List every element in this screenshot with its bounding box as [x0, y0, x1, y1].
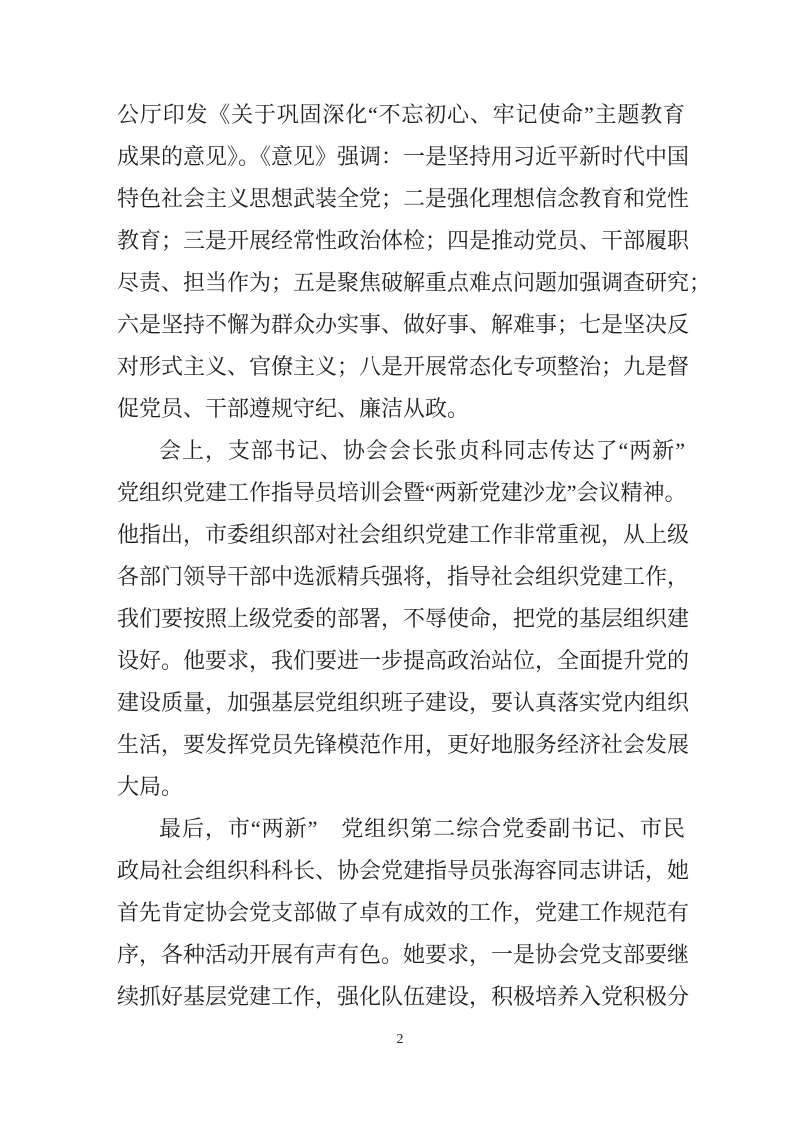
- page-footer: [0, 1030, 800, 1048]
- text-line: 促党员、干部遵规守纪、廉洁从政。: [117, 396, 470, 421]
- text-line: 建设质量，加强基层党组织班子建设，要认真落实党内组织: [117, 690, 690, 715]
- text-line: 设好。他要求，我们要进一步提高政治站位，全面提升党的: [117, 648, 690, 673]
- text-line: 会上，支部书记、协会会长张贞科同志传达了“两新”: [159, 438, 685, 463]
- text-line: 尽责、担当作为；五是聚焦破解重点难点问题加强调查研究；: [117, 270, 712, 295]
- text-line: 政局社会组织科科长、协会党建指导员张海容同志讲话，她: [117, 858, 690, 883]
- text-line: 序，各种活动开展有声有色。她要求，一是协会党支部要继: [117, 942, 690, 967]
- text-line: 成果的意见》。《意见》强调：一是坚持用习近平新时代中国: [117, 144, 690, 169]
- text-line: 特色社会主义思想武装全党；二是强化理想信念教育和党性: [117, 186, 690, 211]
- paragraph: [117, 94, 712, 430]
- text-line: 党组织党建工作指导员培训会暨“两新党建沙龙”会议精神。: [117, 480, 687, 505]
- text-line: 我们要按照上级党委的部署，不辱使命，把党的基层组织建: [117, 606, 690, 631]
- paragraph: [117, 430, 690, 808]
- text-line: 他指出，市委组织部对社会组织党建工作非常重视，从上级: [117, 522, 690, 547]
- text-line: 各部门领导干部中选派精兵强将，指导社会组织党建工作，: [117, 564, 690, 589]
- paragraph: [117, 808, 690, 1018]
- text-line: 生活，要发挥党员先锋模范作用，更好地服务经济社会发展: [117, 732, 690, 757]
- page-number: 2: [396, 1032, 404, 1047]
- text-line: 首先肯定协会党支部做了卓有成效的工作，党建工作规范有: [117, 900, 690, 925]
- text-line: 对形式主义、官僚主义；八是开展常态化专项整治；九是督: [117, 354, 690, 379]
- text-line: 六是坚持不懈为群众办实事、做好事、解难事；七是坚决反: [117, 312, 690, 337]
- text-line: 教育；三是开展经常性政治体检；四是推动党员、干部履职: [117, 228, 690, 253]
- text-line: 公厅印发《关于巩固深化“不忘初心、牢记使命”主题教育: [117, 102, 685, 127]
- document-body: [117, 94, 712, 1018]
- text-line: 最后，市“两新” 党组织第二综合党委副书记、市民: [159, 816, 685, 841]
- text-line: 大局。: [117, 774, 184, 799]
- text-line: 续抓好基层党建工作，强化队伍建设，积极培养入党积极分: [117, 984, 690, 1009]
